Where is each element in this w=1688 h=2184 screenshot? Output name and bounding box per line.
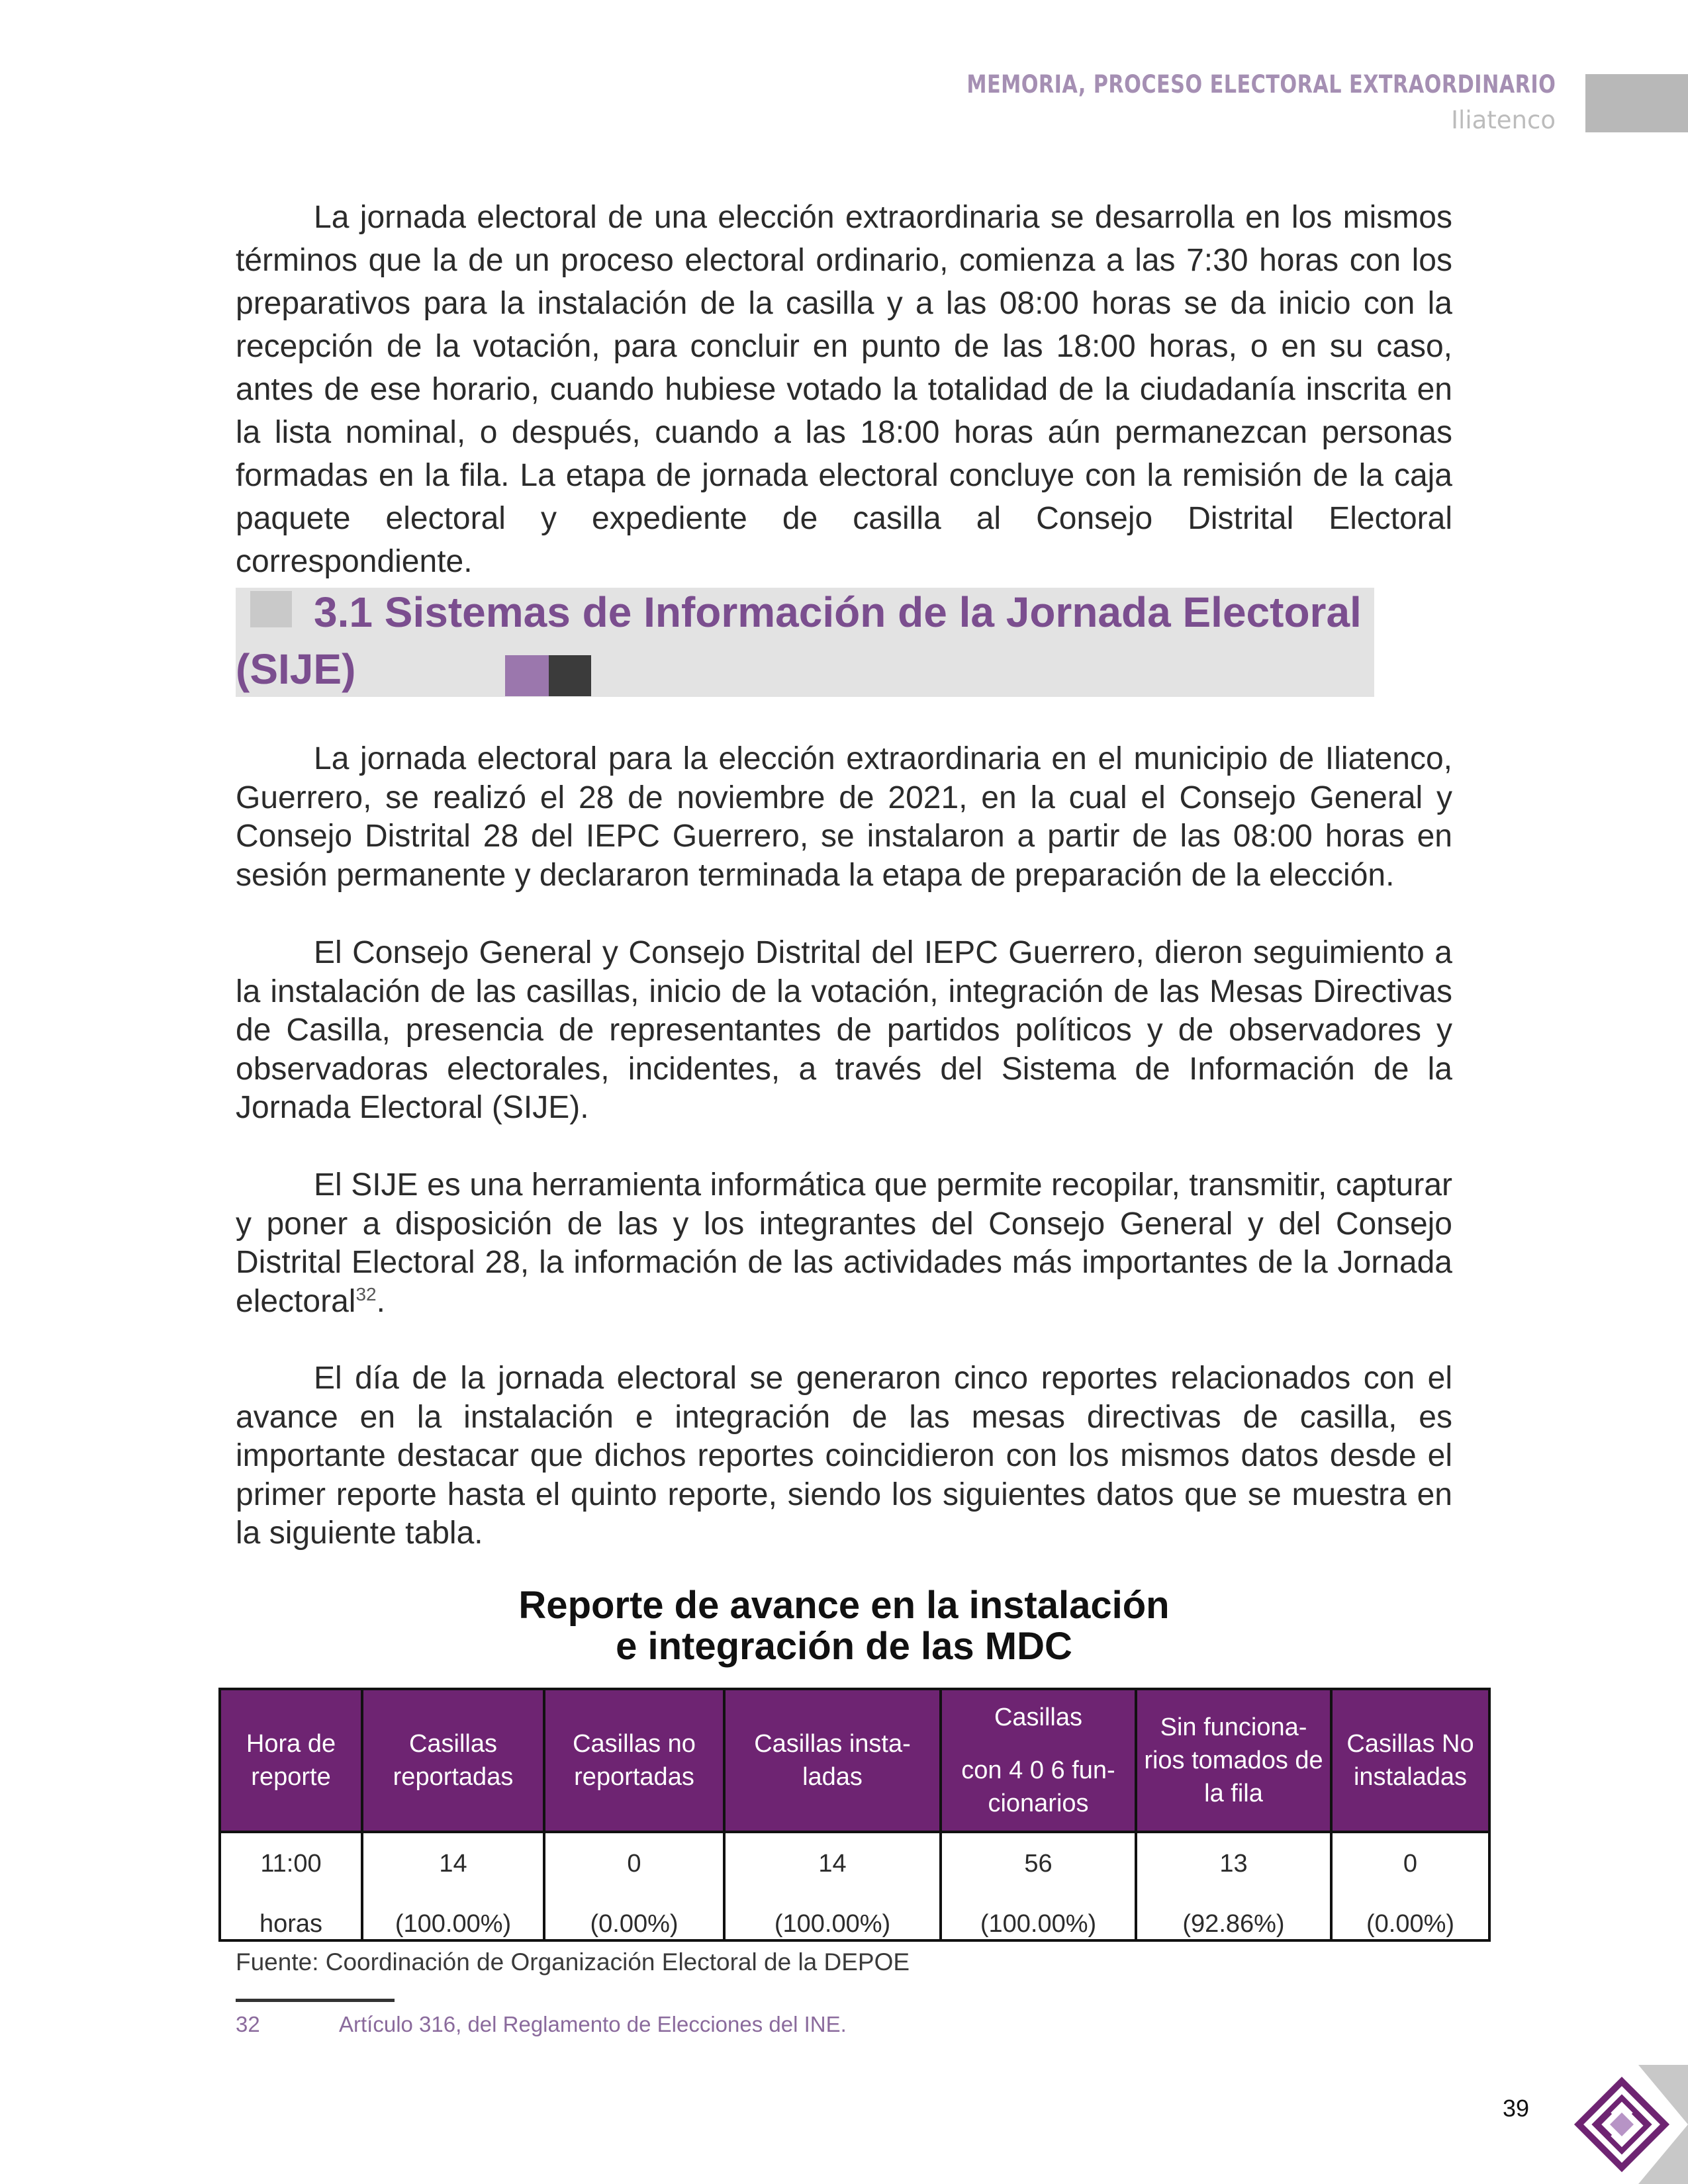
cell-subvalue: (100.00%) bbox=[774, 1910, 891, 1938]
header-casillas-no-reportadas: Casillas no reportadas bbox=[544, 1689, 724, 1832]
table-title-line1: Reporte de avance en la instalación bbox=[518, 1584, 1170, 1627]
header-casillas-instaladas: Casillas insta- ladas bbox=[724, 1689, 941, 1832]
paragraph-jornada: La jornada electoral para la elección extraordinaria en el municipio de Iliatenco, Guerrero, se realizó el 28 de noviembre de 2021, en la cual el Consejo General y Consejo Distrital 28 del IEPC Guerrero, se instalaron a partir de las 08:00 horas en sesión permanente y declararon terminada la etapa de preparación de la elección. bbox=[236, 741, 1452, 893]
footnote-ref: 32 bbox=[355, 1283, 377, 1304]
table-header-row bbox=[220, 1689, 1489, 1832]
section-title: 3.1 Sistemas de Información de la Jornada Electoral (SIJE) bbox=[236, 588, 1362, 693]
running-header-title: MEMORIA, PROCESO ELECTORAL EXTRAORDINARIO bbox=[966, 70, 1556, 99]
section-decor-square-dark bbox=[549, 655, 591, 696]
table-title bbox=[236, 1585, 1452, 1667]
header-casillas-no-instaladas: Casillas No instaladas bbox=[1331, 1689, 1489, 1832]
cell-subvalue: (0.00%) bbox=[1366, 1910, 1455, 1938]
table-cell bbox=[220, 1832, 362, 1940]
paragraph-reportes: El día de la jornada electoral se generaron cinco reportes relacionados con el avance en la instalación e integración de las mesas directivas de casilla, es importante destacar que dichos reportes coincidieron con los mismos datos desde el primer reporte hasta el quinto reporte, siendo los siguientes datos que se muestra en la siguiente tabla. bbox=[236, 1361, 1452, 1551]
cell-subvalue: (0.00%) bbox=[590, 1910, 679, 1938]
paragraph-sije-end: . bbox=[376, 1283, 385, 1319]
cell-value: 11:00 bbox=[260, 1850, 322, 1878]
cell-subvalue: (100.00%) bbox=[980, 1910, 1097, 1938]
footnote-number: 32 bbox=[236, 2012, 260, 2036]
cell-subvalue: (92.86%) bbox=[1182, 1910, 1285, 1938]
cell-subvalue: horas bbox=[259, 1910, 323, 1938]
paragraph-sije-text: El SIJE es una herramienta informática que permite recopilar, transmitir, capturar y poner a disposición de las y los integrantes del Consejo General y del Consejo Distrital Electoral 28, la información de las actividades más importantes de la Jornada electoral bbox=[236, 1167, 1452, 1319]
cell-value: 0 bbox=[1403, 1850, 1418, 1878]
table-cell bbox=[362, 1832, 544, 1940]
table-title-line2: e integración de las MDC bbox=[616, 1625, 1072, 1668]
header-decor-block bbox=[1585, 74, 1688, 132]
cell-value: 13 bbox=[1219, 1850, 1248, 1878]
cell-value: 56 bbox=[1024, 1850, 1053, 1878]
footnote-divider bbox=[236, 1999, 395, 2002]
header-casillas-reportadas: Casillas reportadas bbox=[362, 1689, 544, 1832]
cell-value: 14 bbox=[818, 1850, 847, 1878]
table-row bbox=[220, 1832, 1489, 1940]
paragraph-intro: La jornada electoral de una elección extraordinaria se desarrolla en los mismos términos que la de un proceso electoral ordinario, comienza a las 7:30 horas con los preparativos para la instalación de la casilla y a las 08:00 horas se da inicio con la recepción de la votación, para concluir en punto de las 18:00 horas, o en su caso, antes de ese horario, cuando hubiese votado la totalidad de la ciudadanía inscrita en la lista nominal, o después, cuando a las 18:00 horas aún permanezcan personas formadas en la fila. La etapa de jornada electoral concluye con la remisión de la caja paquete electoral y expediente de casilla al Consejo Distrital Electoral correspondiente. bbox=[236, 200, 1452, 579]
section-decor-square-purple bbox=[505, 655, 549, 696]
paragraph-seguimiento: El Consejo General y Consejo Distrital del IEPC Guerrero, dieron seguimiento a la instalación de las casillas, inicio de la votación, integración de las Mesas Directivas de Casilla, presencia de representantes de partidos políticos y de observadores y observadoras electorales, incidentes, a través del Sistema de Información de la Jornada Electoral (SIJE). bbox=[236, 935, 1452, 1125]
table-cell bbox=[941, 1832, 1136, 1940]
header-casillas-funcionarios bbox=[941, 1689, 1136, 1832]
header-hora-reporte: Hora de reporte bbox=[220, 1689, 362, 1832]
header-sin-funcionarios: Sin funciona- rios tomados de la fila bbox=[1136, 1689, 1331, 1832]
footnote-text: Artículo 316, del Reglamento de Elecciones del INE. bbox=[339, 2012, 847, 2036]
table-cell bbox=[724, 1832, 941, 1940]
mdc-report-table bbox=[218, 1688, 1491, 1942]
table-cell bbox=[1136, 1832, 1331, 1940]
running-header-subtitle: Iliatenco bbox=[1451, 106, 1556, 134]
table-cell bbox=[544, 1832, 724, 1940]
table-source: Fuente: Coordinación de Organización Electoral de la DEPOE bbox=[236, 1948, 910, 1976]
table-cell bbox=[1331, 1832, 1489, 1940]
institution-logo-icon bbox=[1559, 2065, 1688, 2184]
page-number: 39 bbox=[1503, 2095, 1530, 2122]
header-casillas-funcionarios-line2: con 4 0 6 fun- cionarios bbox=[961, 1756, 1115, 1817]
cell-value: 0 bbox=[627, 1850, 641, 1878]
paragraph-sije bbox=[236, 1166, 1452, 1321]
cell-subvalue: (100.00%) bbox=[395, 1910, 512, 1938]
header-casillas-funcionarios-line1: Casillas bbox=[994, 1704, 1083, 1731]
cell-value: 14 bbox=[439, 1850, 467, 1878]
